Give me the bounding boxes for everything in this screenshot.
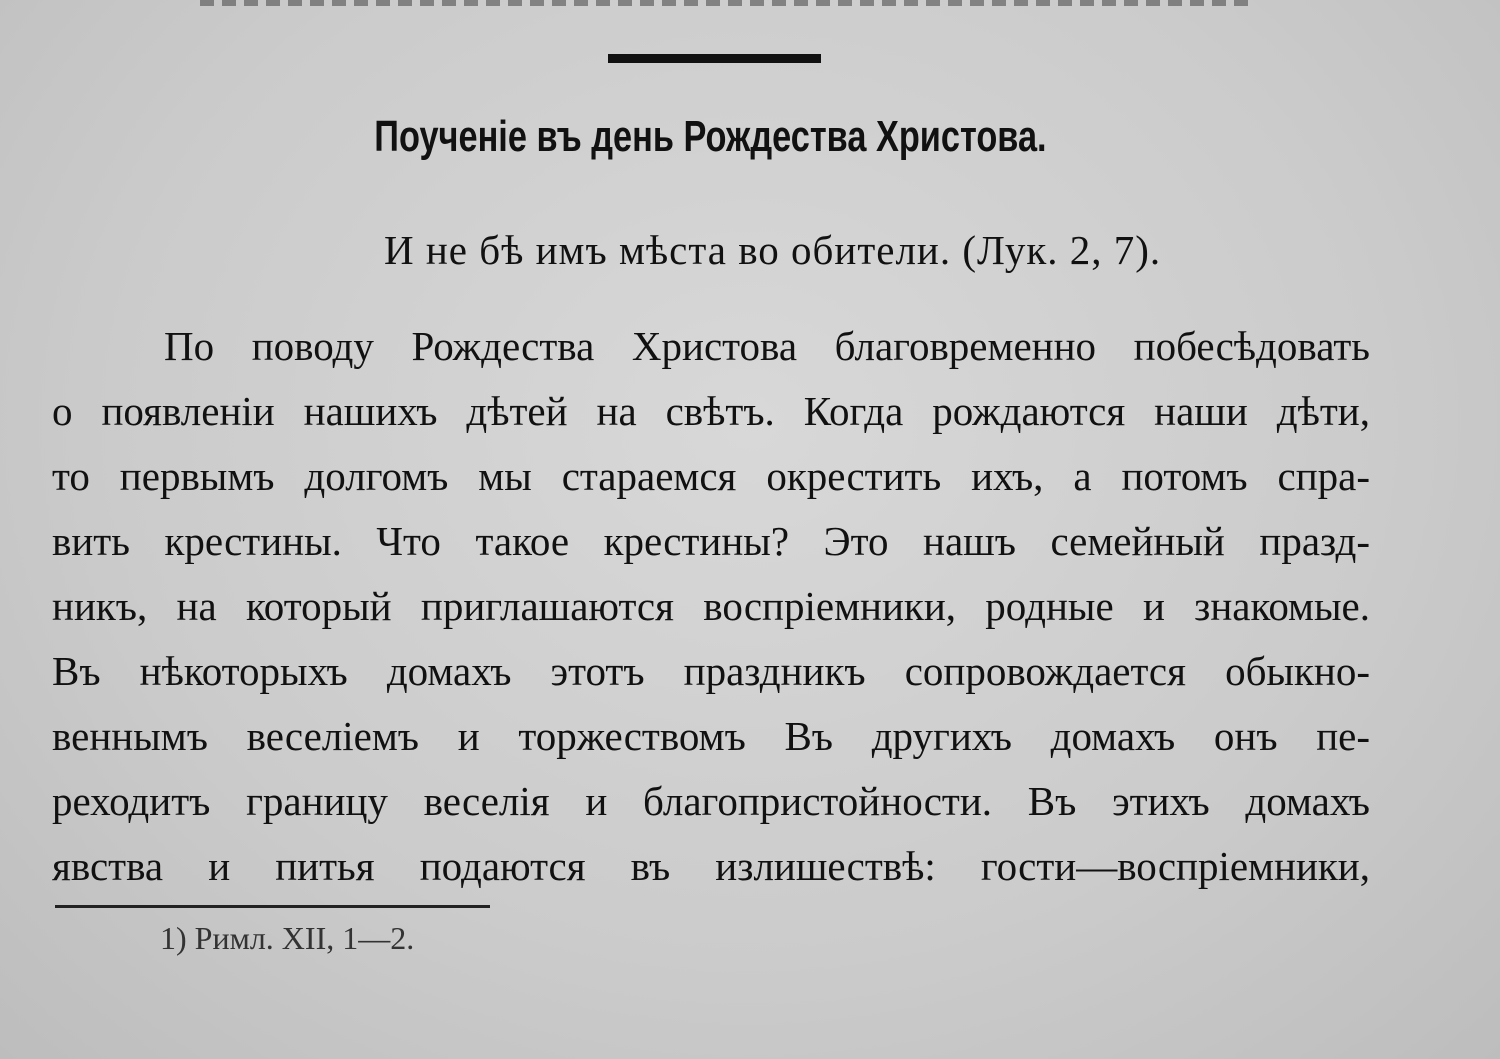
body-line: Въ нѣкоторыхъ домахъ этотъ праздникъ сопровождается обыкно- xyxy=(52,648,1370,694)
body-line: то первымъ долгомъ мы стараемся окрестить ихъ, а потомъ спра- xyxy=(52,453,1370,499)
body-text xyxy=(52,314,1370,899)
body-line: никъ, на который приглашаются воспріемники, родные и знакомые. xyxy=(52,583,1370,629)
body-line: реходитъ границу веселія и благопристойности. Въ этихъ домахъ xyxy=(52,778,1370,824)
body-line: веннымъ веселіемъ и торжествомъ Въ другихъ домахъ онъ пе- xyxy=(52,713,1370,759)
epigraph: И не бѣ имъ мѣста во обители. (Лук. 2, 7). xyxy=(384,227,1162,273)
section-divider-rule xyxy=(608,54,821,63)
body-line: о появленіи нашихъ дѣтей на свѣтъ. Когда рождаются наши дѣти, xyxy=(52,388,1370,434)
body-line: По поводу Рождества Христова благовременно побесѣдовать xyxy=(164,323,1370,369)
footnote-rule xyxy=(55,905,490,908)
footnote: 1) Римл. XII, 1—2. xyxy=(160,920,415,956)
body-line: явства и питья подаются въ излишествѣ: гости—воспріемники, xyxy=(52,843,1370,889)
previous-line-remnant xyxy=(200,0,1250,6)
body-line: вить крестины. Что такое крестины? Это нашъ семейный празд- xyxy=(52,518,1370,564)
sermon-title: Поученіе въ день Рождества Христова. xyxy=(374,112,1047,161)
